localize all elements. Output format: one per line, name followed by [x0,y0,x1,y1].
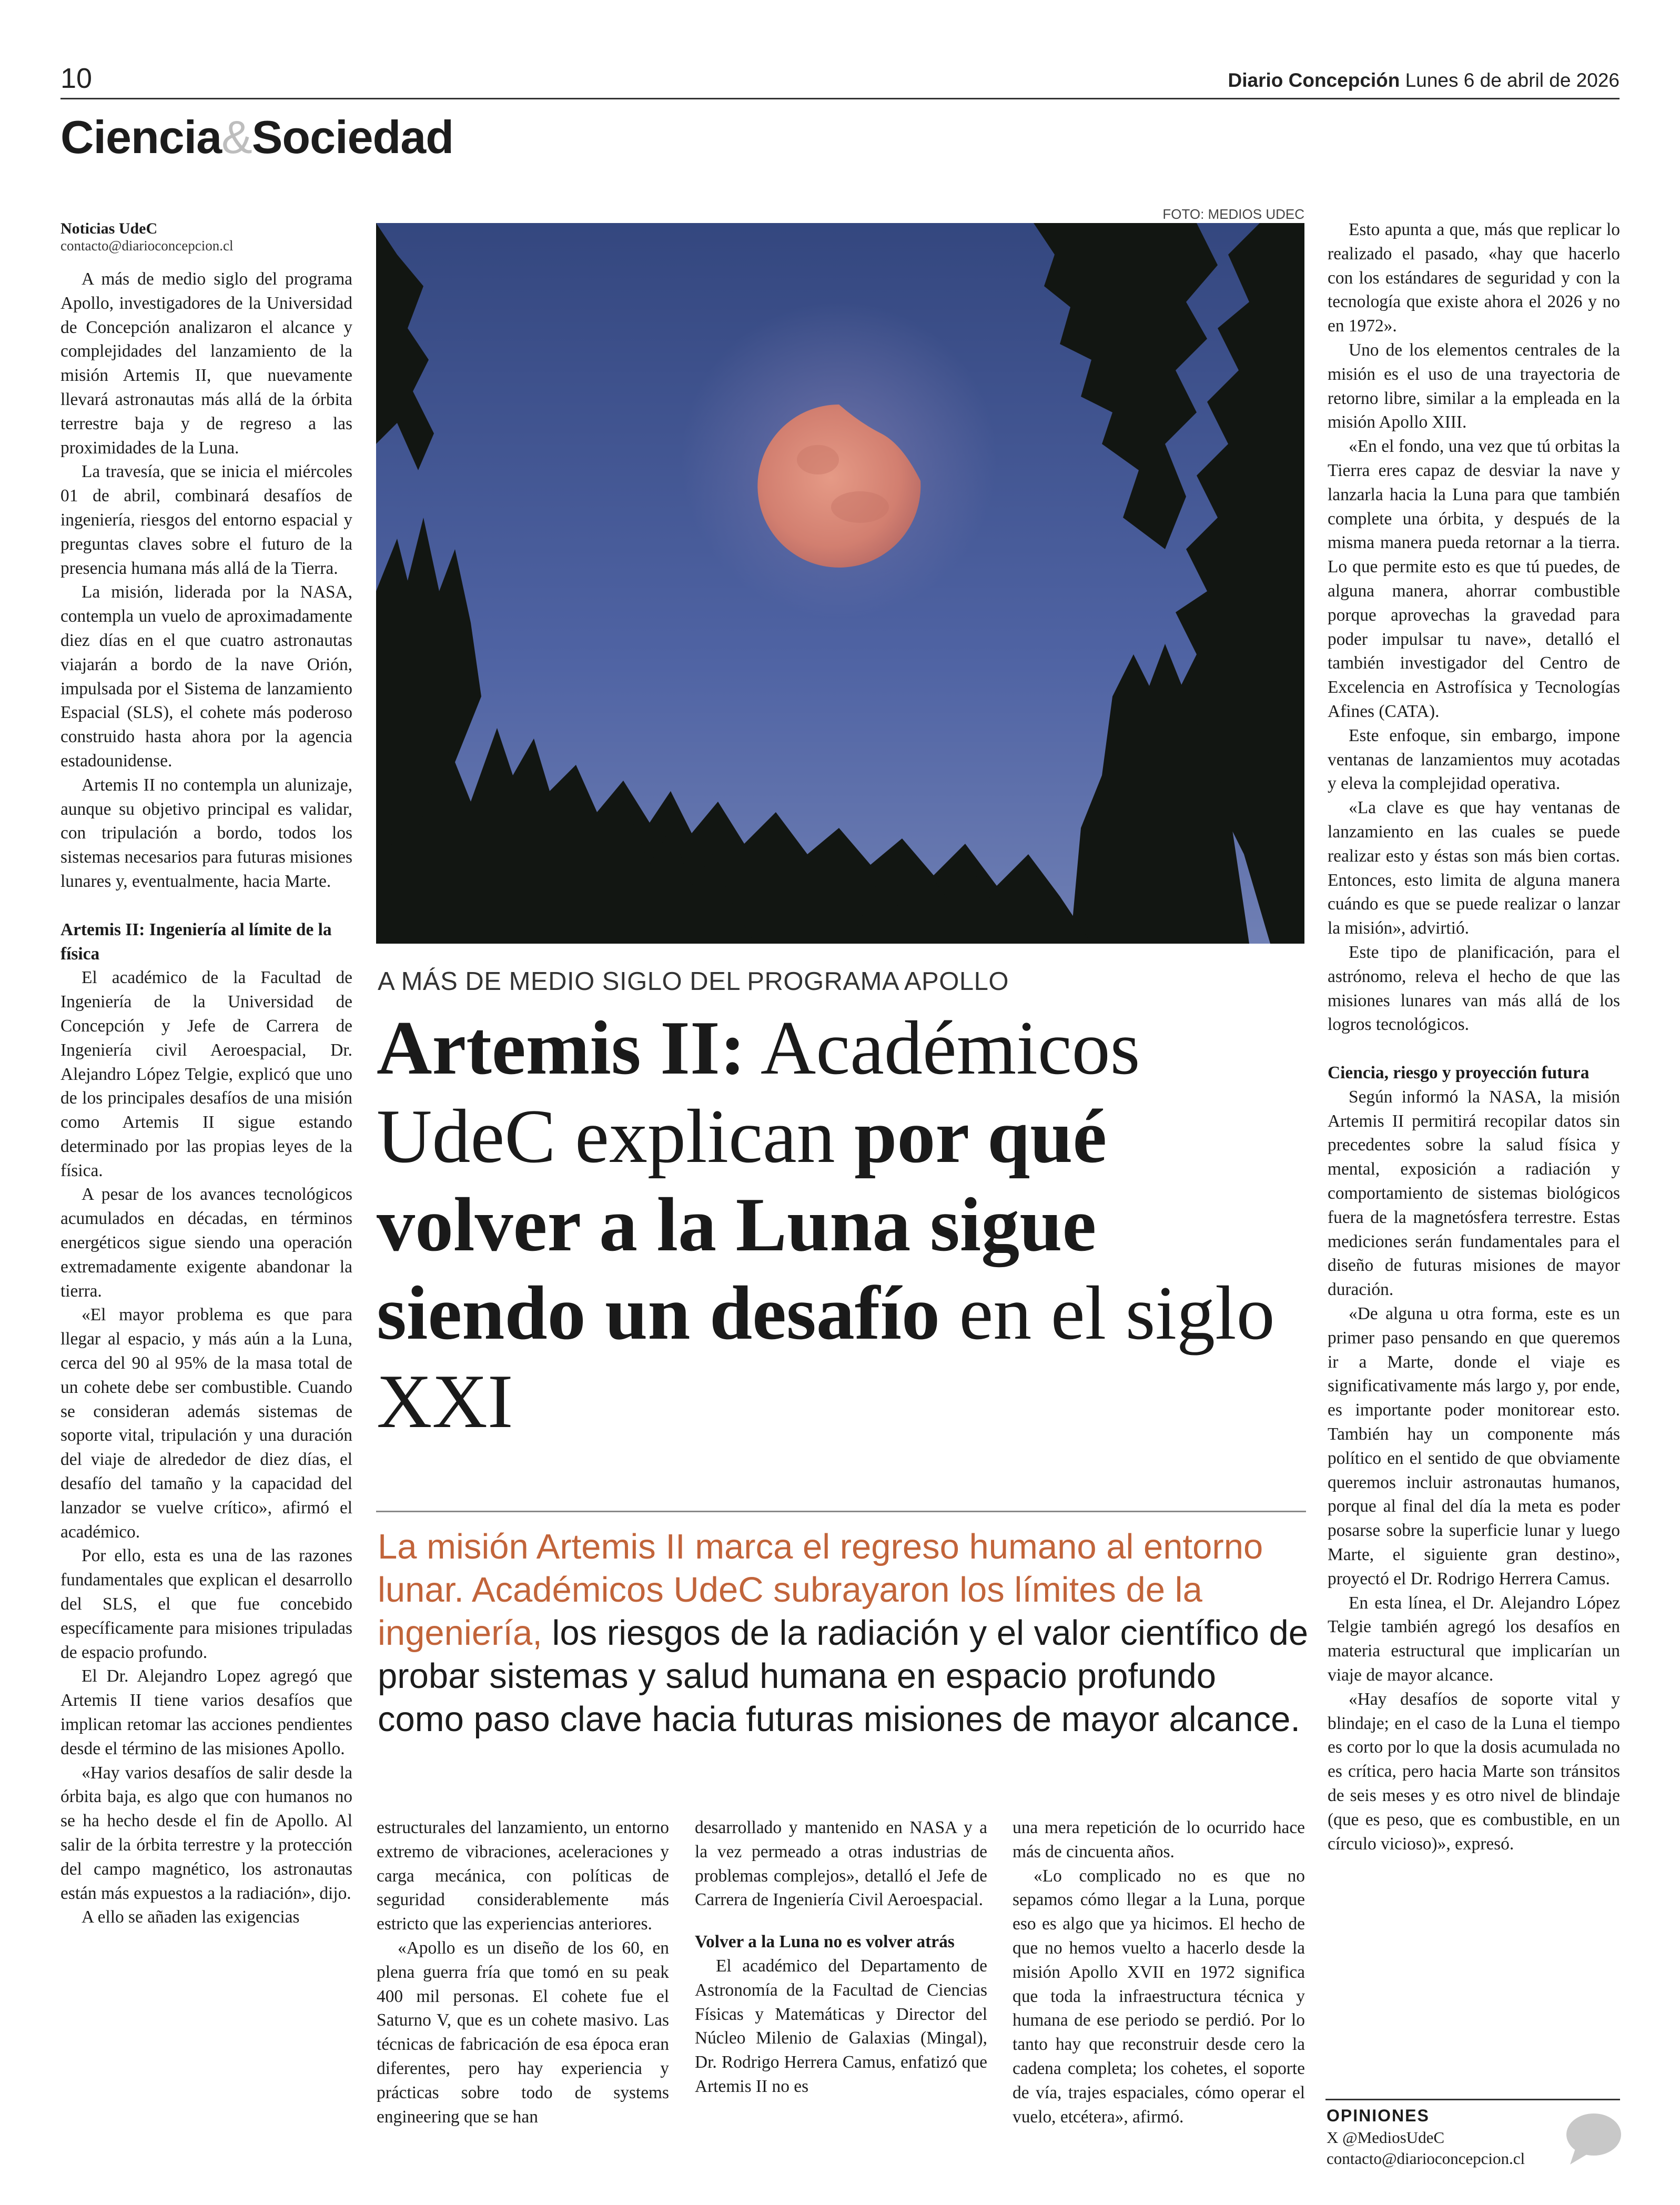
headline-part3: por qué volver a la Luna sigue siendo un desafío [377,1094,1107,1356]
lede [378,1525,1309,1741]
paragraph: El académico de la Facultad de Ingeniería de la Universidad de Concepción y Jefe de Carrera de Ingeniería civil Aeroespacial, Dr. Alejandro López Telgie, explicó que uno de los principales desafíos de una misión como Artemis II sigue estando determinado por las propias leyes de la física. [60,968,352,1180]
paragraph: La travesía, que se inicia el miércoles 01 de abril, combinará desafíos de ingeniería, riesgos del entorno espacial y preguntas claves sobre el futuro de la presencia humana más allá de la Tierra. [60,462,352,578]
paragraph: «El mayor problema es que para llegar al espacio, y más aún a la Luna, cerca del 90 al 95% de la masa total de un cohete debe ser combustible. Cuando se consideran además sistemas de soporte vital, tripulación y una duración del viaje de alrededor de diez días, el desafío del tamaño y la capacidad del lanzador se vuelve crítico», afirmó el académico. [60,1305,352,1542]
paragraph: «De alguna u otra forma, este es un primer paso pensando en que queremos ir a Marte, donde el viaje es significativamente más largo y, por ende, es importante poder monitorear esto. También hay un componente más político en el sentido de que obviamente queremos incluir astronautas humanos, porque al final del día la meta es poder posarse sobre la superficie lunar y luego Marte, el siguiente gran destino», proyectó el Dr. Rodrigo Herrera Camus. [1328,1304,1620,1589]
subheading: Artemis II: Ingeniería al límite de la física [60,919,332,964]
paragraph: Según informó la NASA, la misión Artemis II permitirá recopilar datos sin precedentes sobre la salud física y mental, exposición a radiación y comportamiento de sistemas biológicos fuera de la magnetósfera terrestre. Estas mediciones serán fundamentales para el diseño de futuras misiones de mayor duración. [1328,1087,1620,1300]
moon-photo-illustration [376,223,1304,944]
lede-divider [376,1511,1306,1512]
paragraph: «Hay desafíos de soporte vital y blindaje; en el caso de la Luna el tiempo es corto por lo que la dosis acumulada no es crítica, pero hacia Marte son tránsitos de seis meses y es otro nivel de blindaje (que es peso, que es combustible, en un círculo vicioso)», expresó. [1328,1689,1620,1854]
article-column-4 [1013,1816,1305,2184]
paragraph: La misión, liderada por la NASA, contempla un vuelo de aproximadamente diez días en el que cuatro astronautas viajarán a bordo de la nave Orión, impulsada por el Sistema de lanzamiento Espacial (SLS), el cohete más poderoso construido hasta ahora por la agencia estadounidense. [60,582,352,771]
opinion-divider [1325,2099,1620,2100]
article-column-3 [695,1816,987,2184]
paragraph: «Lo complicado no es que no sepamos cómo llegar a la Luna, porque eso es algo que ya hicimos. El hecho de que no hemos vuelto a hacerlo desde la misión Apollo XVII en 1972 significa que toda la infraestructura técnica y humana de ese periodo se perdió. Por lo tanto hay que reconstruir desde cero la cadena completa; los cohetes, el soporte de vía, trajes espaciales, cómo operar el vuelo, etcétera», afirmó. [1013,1866,1305,2127]
byline-email: contacto@diarioconcepcion.cl [60,238,234,254]
paragraph: Uno de los elementos centrales de la misión es el uso de una trayectoria de retorno libre, similar a la empleada en la misión Apollo XIII. [1328,340,1620,432]
issue-date: Lunes 6 de abril de 2026 [1405,69,1620,91]
paragraph: una mera repetición de lo ocurrido hace más de cincuenta años. [1013,1818,1305,1862]
subheading: Ciencia, riesgo y proyección futura [1328,1063,1590,1083]
photo-credit: FOTO: MEDIOS UDEC [1162,206,1304,222]
lede-accent: La misión Artemis II marca el regreso humano al entorno lunar. Académicos UdeC subrayaron los límites de la ingeniería, [378,1527,1263,1653]
lede-rest: los riesgos de la radiación y el valor científico de probar sistemas y salud humana en espacio profundo como paso clave hacia futuras misiones de mayor alcance. [378,1613,1309,1739]
section-ampersand: & [221,111,252,163]
headline [377,1004,1308,1445]
section-title-part2: Sociedad [251,111,453,163]
opinion-title: OPINIONES [1327,2106,1430,2125]
subheading: Volver a la Luna no es volver atrás [695,1932,955,1952]
speech-bubble-icon [1565,2109,1623,2167]
headline-kicker: A MÁS DE MEDIO SIGLO DEL PROGRAMA APOLLO [378,967,1009,996]
opinion-x-handle[interactable]: X @MediosUdeC [1327,2128,1445,2147]
headline-part4: en el siglo XXI [377,1270,1275,1444]
section-title [60,110,453,164]
article-column-2 [377,1816,669,2184]
paragraph: Artemis II no contempla un alunizaje, aunque su objetivo principal es validar, con tripulación a bordo, todos los sistemas necesarios para futuras misiones lunares y, eventualmente, hacia Marte. [60,775,352,891]
moon-photo [376,223,1304,944]
paragraph: El académico del Departamento de Astronomía de la Facultad de Ciencias Físicas y Matemáticas y Director del Núcleo Milenio de Galaxias (Mingal), Dr. Rodrigo Herrera Camus, enfatizó que Artemis II no es [695,1956,987,2096]
paragraph: estructurales del lanzamiento, un entorno extremo de vibraciones, aceleraciones y carga mecánica, con políticas de seguridad considerablemente más estricto que las experiencias anteriores. [377,1818,669,1934]
paragraph: desarrollado y mantenido en NASA y a la vez permeado a otras industrias de problemas complejos», detalló el Jefe de Carrera de Ingeniería Civil Aeroespacial. [695,1818,987,1910]
opinion-email[interactable]: contacto@diarioconcepcion.cl [1327,2149,1525,2168]
paragraph: «Apollo es un diseño de los 60, en plena guerra fría que tomó en su peak 400 mil personas. El cohete fue el Saturno V, que es un cohete masivo. Las técnicas de fabricación de esa época eran diferentes, pero hay experiencia y prácticas sobre todo de systems engineering que se han [377,1938,669,2127]
headline-part1: Artemis II: [377,1005,746,1090]
article-column-1 [60,267,352,2187]
paragraph: Esto apunta a que, más que replicar lo realizado el pasado, «hay que hacerlo con los estándares de seguridad y con la tecnología que existe ahora el 2026 y no en 1972». [1328,220,1620,336]
header-rule [60,98,1620,99]
paragraph: A pesar de los avances tecnológicos acumulados en décadas, en términos energéticos sigue siendo una operación extremadamente exigente abandonar la tierra. [60,1185,352,1301]
paragraph: En esta línea, el Dr. Alejandro López Telgie también agregó los desafíos en materia estructural que implicarían un viaje de mayor alcance. [1328,1593,1620,1685]
article-column-5 [1328,218,1620,2093]
section-title-part1: Ciencia [60,111,222,163]
paragraph: A ello se añaden las exigencias [82,1907,300,1927]
paragraph: «En el fondo, una vez que tú orbitas la Tierra eres capaz de desviar la nave y lanzarla hacia la Luna para que también complete una órbita, y después de la misma manera pueda retornar a la tierra. Lo que permite esto es que tú puedes, de alguna manera, ahorrar combustible porque aprovechas la gravedad para poder impulsar tu nave», detalló el también investigador del Centro de Excelencia en Astrofísica y Tecnologías Afines (CATA). [1328,437,1620,721]
paragraph: Este enfoque, sin embargo, impone ventanas de lanzamientos muy acotadas y eleva la complejidad operativa. [1328,725,1620,794]
headline-part2: Académicos UdeC explican [377,1005,1140,1179]
paper-name: Diario Concepción [1228,69,1400,91]
byline-name: Noticias UdeC [60,220,158,237]
paragraph: «La clave es que hay ventanas de lanzamiento en las cuales se puede realizar esto y éstas son más bien cortas. Entonces, esto limita de alguna manera cuándo es que se puede realizar o lanzar la misión», advirtió. [1328,798,1620,938]
paragraph: A más de medio siglo del programa Apollo, investigadores de la Universidad de Concepción analizaron el alcance y complejidades del lanzamiento de la misión Artemis II, que nuevamente llevará astronautas más allá de la órbita terrestre baja y de regreso a las proximidades de la Luna. [60,269,352,458]
page-number: 10 [60,63,93,94]
paragraph: Este tipo de planificación, para el astrónomo, releva el hecho de que las misiones lunares van más allá de los logros tecnológicos. [1328,942,1620,1035]
paragraph: «Hay varios desafíos de salir desde la órbita baja, es algo que con humanos no se ha hecho desde el fin de Apollo. Al salir de la órbita terrestre y la protección del campo magnético, los astronautas están más expuestos a la radiación», dijo. [60,1763,352,1903]
paragraph: El Dr. Alejandro Lopez agregó que Artemis II tiene varios desafíos que implican retomar las acciones pendientes desde el término de las misiones Apollo. [60,1666,352,1758]
paragraph: Por ello, esta es una de las razones fundamentales que explican el desarrollo del SLS, el que fue concebido específicamente para misiones tripuladas de espacio profundo. [60,1546,352,1662]
masthead [1228,69,1620,92]
